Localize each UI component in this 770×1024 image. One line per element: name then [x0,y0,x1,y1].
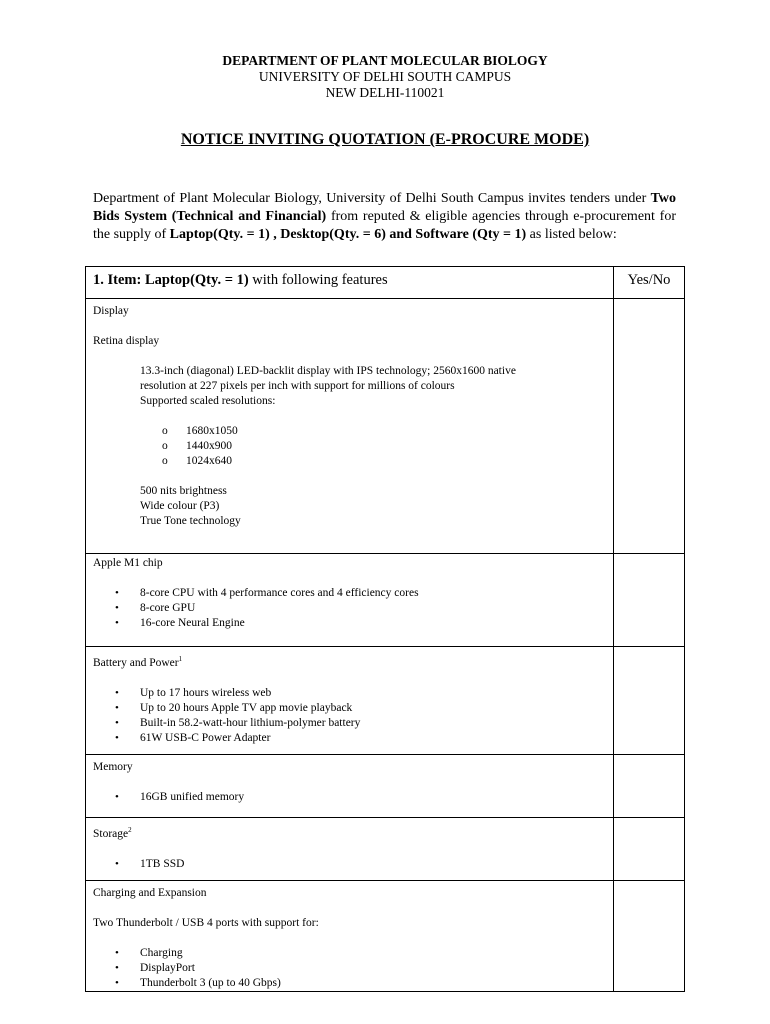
battery-label-text: Battery and Power [93,657,179,669]
yesno-header-cell: Yes/No [614,267,685,299]
footnote-marker: 1 [178,655,183,663]
table-row-storage [86,818,685,881]
university-name: UNIVERSITY OF DELHI SOUTH CAMPUS [258,69,512,84]
list-item: o 1680x1050 [93,424,605,439]
memory-list [93,790,605,805]
list-item: • 16-core Neural Engine [93,616,605,631]
notice-title: NOTICE INVITING QUOTATION (E-PROCURE MODE) [180,131,590,148]
table-row-memory [86,755,685,818]
intro-text-1: Department of Plant Molecular Biology, University of Delhi South Campus invites tenders under [93,191,651,206]
list-item: • DisplayPort [93,961,605,976]
display-description-line: Supported scaled resolutions: [140,395,276,407]
list-item: • Thunderbolt 3 (up to 40 Gbps) [93,976,605,991]
yesno-cell [614,881,685,992]
department-name: DEPARTMENT OF PLANT MOLECULAR BIOLOGY [222,53,548,68]
table-row-display [86,299,685,554]
list-item: • 1TB SSD [93,857,605,872]
yesno-cell [614,818,685,881]
list-item: o 1024x640 [93,454,605,469]
list-item: • 16GB unified memory [93,790,605,805]
list-item: • 8-core CPU with 4 performance cores and 4 efficiency cores [93,586,605,601]
list-item: o 1440x900 [93,439,605,454]
display-description [140,364,605,409]
display-feature: 500 nits brightness [140,485,227,497]
list-item: • 8-core GPU [93,601,605,616]
item-title: 1. Item: Laptop(Qty. = 1) [93,272,249,288]
charging-cell [86,881,614,992]
display-feature: Wide colour (P3) [140,500,220,512]
chip-label: Apple M1 chip [93,557,163,569]
city-address: NEW DELHI-110021 [325,85,445,100]
charging-label: Charging and Expansion [93,887,207,899]
list-item: • Up to 17 hours wireless web [93,686,605,701]
chip-cell [86,554,614,647]
display-cell [86,299,614,554]
table-row-battery [86,647,685,755]
storage-label [93,823,605,842]
chip-list [93,586,605,631]
battery-label [93,652,605,671]
charging-sublabel: Two Thunderbolt / USB 4 ports with support for: [93,917,319,929]
charging-list [93,946,605,991]
table-row-charging [86,881,685,992]
list-item: • Built-in 58.2-watt-hour lithium-polymer battery [93,716,605,731]
yesno-cell [614,647,685,755]
display-description-line: resolution at 227 pixels per inch with support for millions of colours [140,380,455,392]
intro-text-3: as listed below: [526,227,617,242]
memory-label: Memory [93,761,133,773]
storage-label-text: Storage [93,828,129,840]
intro-bold-1: Two Bids System (Technical and Financial) [93,191,676,224]
intro-bold-2: Laptop(Qty. = 1) , Desktop(Qty. = 6) and Software (Qty = 1) [169,227,527,242]
display-description-line: 13.3-inch (diagonal) LED-backlit display with IPS technology; 2560x1600 native [140,365,516,377]
letterhead [0,53,770,101]
table-header-row [86,267,685,299]
resolution-list [93,424,605,469]
battery-cell [86,647,614,755]
item-title-rest: with following features [248,272,388,288]
list-item: • 61W USB-C Power Adapter [93,731,605,746]
display-label: Display [93,305,129,317]
display-sublabel: Retina display [93,335,160,347]
battery-list [93,686,605,746]
storage-list [93,857,605,872]
specification-table [85,266,685,992]
display-features [140,484,605,529]
intro-paragraph [93,190,676,244]
display-feature: True Tone technology [140,515,241,527]
footnote-marker: 2 [128,826,132,834]
item-header-cell [86,267,614,299]
table-row-chip [86,554,685,647]
storage-cell [86,818,614,881]
intro-text-2: from reputed & eligible agencies through e-procurement for the supply of [93,209,676,242]
list-item: • Charging [93,946,605,961]
memory-cell [86,755,614,818]
yesno-cell [614,554,685,647]
yesno-cell [614,299,685,554]
yesno-cell [614,755,685,818]
list-item: • Up to 20 hours Apple TV app movie playback [93,701,605,716]
